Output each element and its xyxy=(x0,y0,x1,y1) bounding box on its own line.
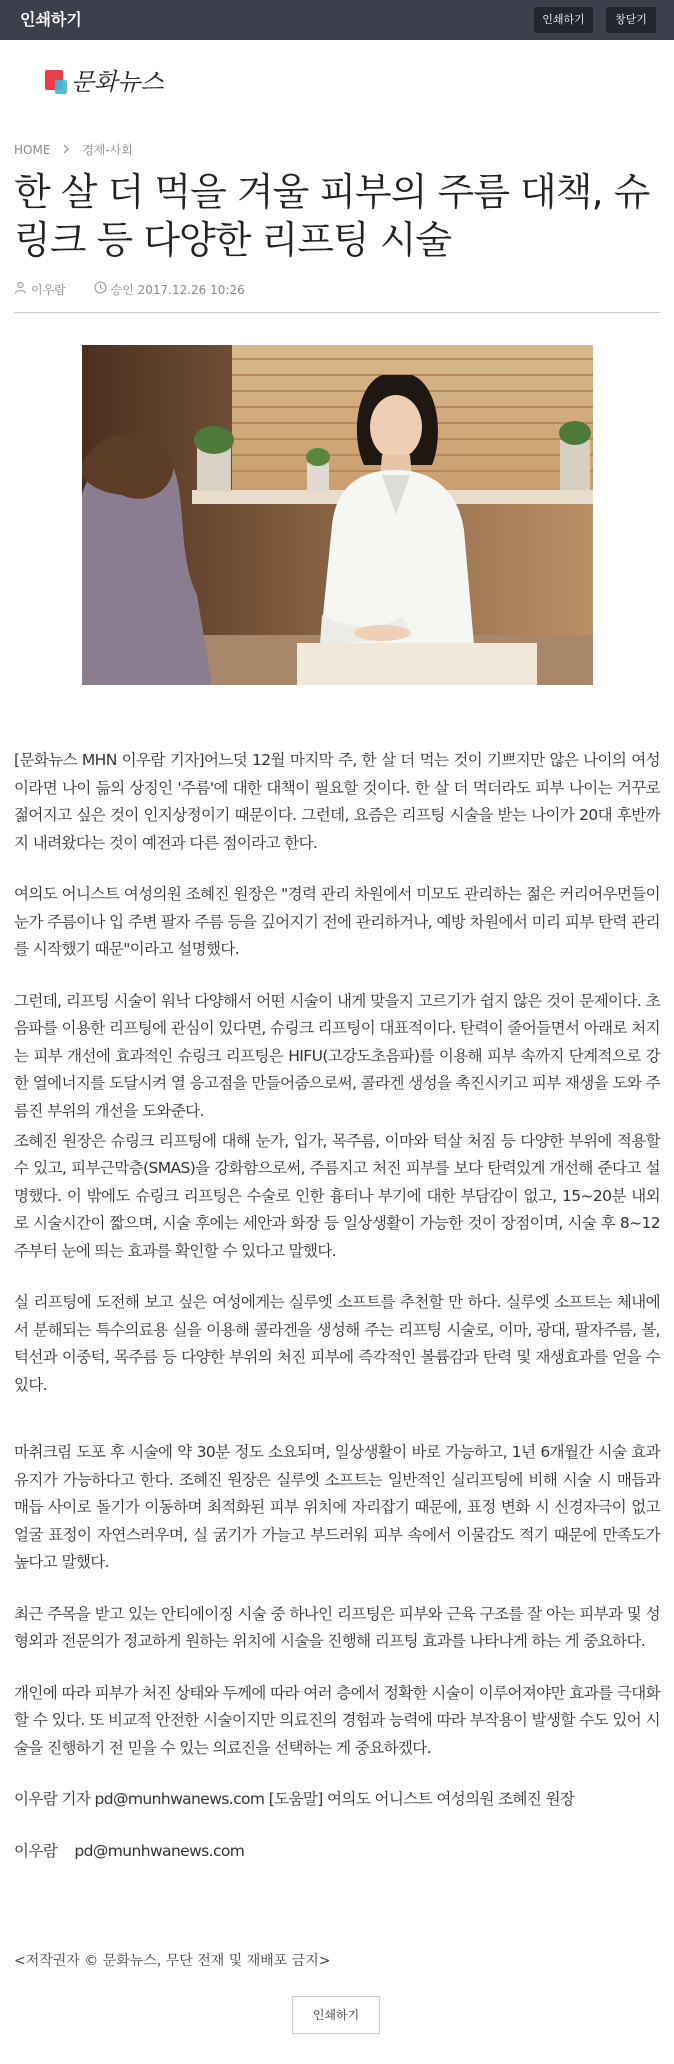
article-paragraph: [문화뉴스 MHN 이우람 기자]어느덧 12월 마지막 주, 한 살 더 먹는 것이 기쁘지만 않은 나이의 여성이라면 나이 듦의 상징인 '주름'에 대한 대책이 필요할 것이다. 한 살 더 먹더라도 피부 나이는 거꾸로 젊어지고 싶은 것이 인지상정이기 때문이다. 그런데, 요즘은 리프팅 시술을 받는 나이가 20대 후반까지 내려왔다는 것이 예전과 다른 점이라고 한다. xyxy=(14,751,660,852)
print-page-title: 인쇄하기 xyxy=(20,10,82,29)
top-bar xyxy=(0,0,674,40)
bottom-print-button[interactable]: 인쇄하기 xyxy=(292,1996,380,2034)
logo-text: 문화뉴스 xyxy=(71,68,164,96)
site-logo[interactable] xyxy=(45,66,175,100)
article-paragraph: 마취크림 도포 후 시술에 약 30분 정도 소요되며, 일상생활이 바로 가능하고, 1년 6개월간 시술 효과 유지가 가능하다고 한다. 조혜진 원장은 실루엣 소프트는 일반적인 실리프팅에 비해 시술 시 매듭과 매듭 사이로 돌기가 이동하며 최적화된 피부 위치에 자리잡기 때문에, 표정 변화 시 신경자극이 없고 얼굴 표정이 자연스러우며, 실 굵기가 가늘고 부드러워 피부 속에서 이물감도 적기 때문에 만족도가 높다고 말했다. xyxy=(14,1443,660,1571)
copyright-notice: <저작권자 © 문화뉴스, 무단 전재 및 재배포 금지> xyxy=(14,1953,331,1969)
article-photo xyxy=(82,345,593,685)
close-window-button[interactable]: 창닫기 xyxy=(606,7,656,33)
breadcrumb xyxy=(14,141,133,158)
clock-icon xyxy=(94,281,107,298)
breadcrumb-home-link[interactable]: HOME xyxy=(14,142,51,157)
article-paragraph: 여의도 어니스트 여성의원 조혜진 원장은 "경력 관리 차원에서 미모도 관리하는 젊은 커리어우먼들이 눈가 주름이나 입 주변 팔자 주름 등을 깊어지기 전에 관리하거나, 예방 차원에서 미리 피부 탄력 관리를 시작했기 때문"이라고 설명했다. xyxy=(14,885,660,958)
article-title: 한 살 더 먹을 겨울 피부의 주름 대책, 슈링크 등 다양한 리프팅 시술 xyxy=(14,170,650,262)
article-paragraph: 실 리프팅에 도전해 보고 싶은 여성에게는 실루엣 소프트를 추천할 만 하다. 실루엣 소프트는 체내에서 분해되는 특수의료용 실을 이용해 콜라겐을 생성해 주는 리프팅 시술로, 이마, 광대, 팔자주름, 볼, 턱선과 이중턱, 목주름 등 다양한 부위의 처진 피부에 즉각적인 볼륨감과 탄력 및 재생효과를 얻을 수 있다. xyxy=(14,1293,660,1394)
article-author: 이우람 xyxy=(31,282,66,297)
print-button[interactable]: 인쇄하기 xyxy=(534,7,593,33)
header-divider xyxy=(14,312,660,313)
article-paragraph: 이우람 기자 pd@munhwanews.com [도움말] 여의도 어니스트 여성의원 조혜진 원장 xyxy=(14,1790,575,1808)
article-date: 승인 2017.12.26 10:26 xyxy=(110,282,245,297)
article-paragraph: 개인에 따라 피부가 처진 상태와 두께에 따라 여러 층에서 정확한 시술이 이루어져야만 효과를 극대화할 수 있다. 또 비교적 안전한 시술이지만 의료진의 경험과 능력에 따라 부작용이 발생할 수도 있어 시술을 진행하기 전 믿을 수 있는 의료진을 선택하는 게 중요하겠다. xyxy=(14,1683,660,1757)
breadcrumb-section-link[interactable]: 경제-사회 xyxy=(82,142,133,157)
logo-mark-icon xyxy=(45,70,67,94)
article-paragraph: 최근 주목을 받고 있는 안티에이징 시술 중 하나인 리프팅은 피부와 근육 구조를 잘 아는 피부과 및 성형외과 전문의가 정교하게 원하는 위치에 시술을 진행해 리프팅 효과를 나타나게 하는 게 중요하다. xyxy=(14,1604,660,1650)
article-paragraph: 그런데, 리프팅 시술이 워낙 다양해서 어떤 시술이 내게 맞을지 고르기가 쉽지 않은 것이 문제이다. 초음파를 이용한 리프팅에 관심이 있다면, 슈링크 리프팅이 대표적이다. 탄력이 줄어들면서 아래로 처지는 피부 개선에 효과적인 슈링크 리프팅은 HIFU(고강도초음파)를 이용해 피부 속까지 단계적으로 강한 열에너지를 도달시켜 열 응고점을 만들어줌으로써, 콜라겐 생성을 촉진시키고 피부 재생을 도와 주름진 부위의 개선을 도와준다. xyxy=(14,991,660,1120)
article-body xyxy=(14,747,660,1889)
article-meta xyxy=(14,281,245,298)
article-paragraph: 이우람 pd@munhwanews.com xyxy=(14,1841,245,1860)
chevron-right-icon xyxy=(62,142,70,158)
article-paragraph: 조혜진 원장은 슈링크 리프팅에 대해 눈가, 입가, 목주름, 이마와 턱살 처짐 등 다양한 부위에 적용할 수 있고, 피부근막층(SMAS)을 강화함으로써, 주름지고 처진 피부를 보다 탄력있게 개선해 준다고 설명했다. 이 밖에도 슈링크 리프팅은 수술로 인한 흉터나 부기에 대한 부담감이 없고, 15~20분 내외로 시술시간이 짧으며, 시술 후에는 세안과 화장 등 일상생활이 가능한 것이 장점이며, 시술 후 8~12주부터 눈에 띄는 효과를 확인할 수 있다고 말했다. xyxy=(14,1131,660,1260)
user-icon xyxy=(14,281,27,298)
